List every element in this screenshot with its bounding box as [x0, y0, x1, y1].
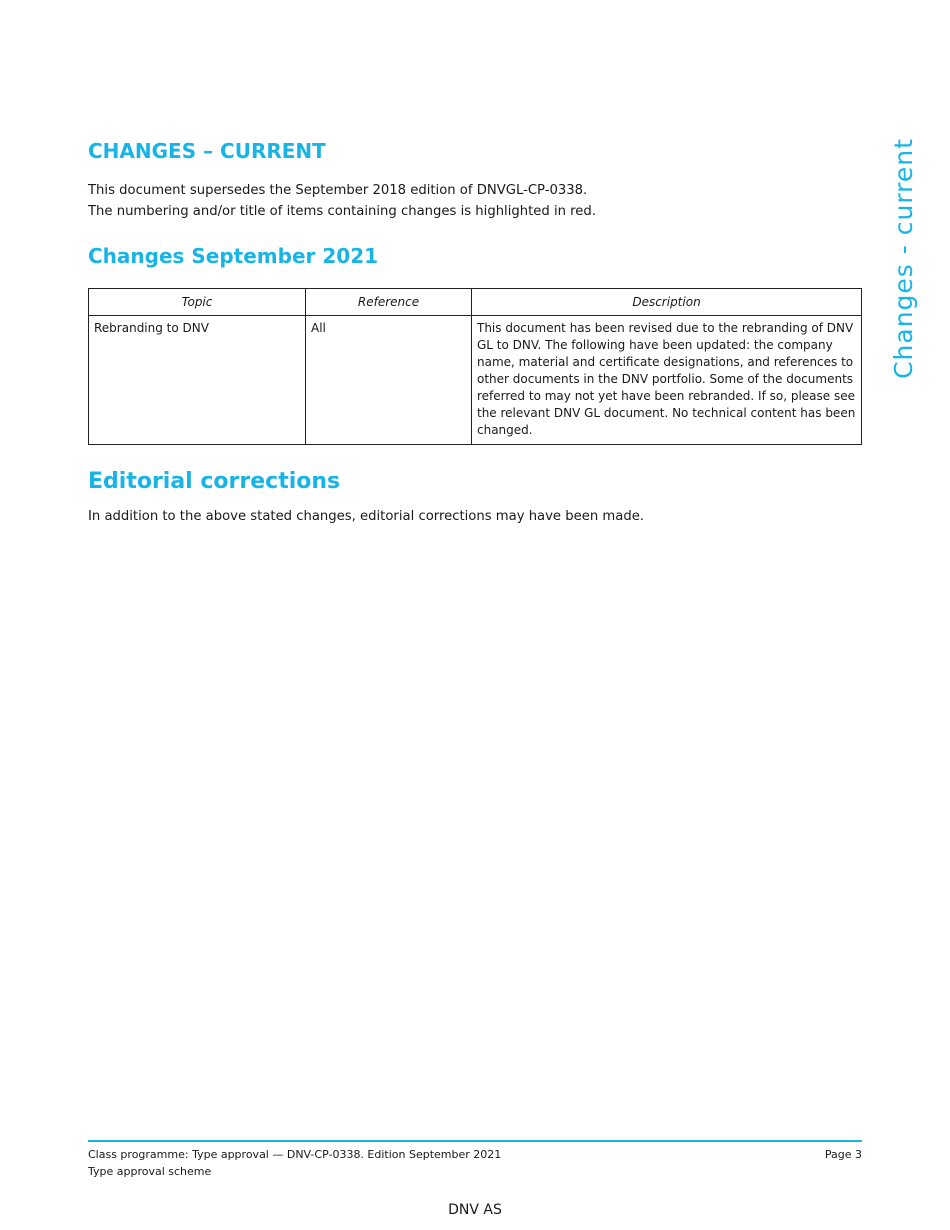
table-row [89, 316, 862, 445]
changes-table [88, 288, 862, 445]
footer-document-info [88, 1146, 501, 1180]
cell-reference: All [306, 316, 472, 445]
page-title: CHANGES – CURRENT [88, 139, 326, 163]
changes-section-title: Changes September 2021 [88, 244, 379, 268]
editorial-section-title: Editorial corrections [88, 469, 341, 494]
editorial-text: In addition to the above stated changes, editorial corrections may have been made. [88, 509, 644, 524]
side-tab-label: Changes - current [888, 137, 918, 379]
cell-topic: Rebranding to DNV [89, 316, 306, 445]
column-header-description: Description [472, 289, 862, 316]
column-header-topic: Topic [89, 289, 306, 316]
column-header-reference: Reference [306, 289, 472, 316]
intro-text [88, 180, 596, 222]
side-tab [883, 137, 923, 379]
page-number: Page 3 [824, 1148, 862, 1161]
cell-description: This document has been revised due to the rebranding of DNV GL to DNV. The following have been updated: the company name, material and certificate designations, and references to other documents in the DNV portfolio. Some of the documents referred to may not yet have been rebranded. If so, please see the relevant DNV GL document. No technical content has been changed. [472, 316, 862, 445]
footer-company: DNV AS [448, 1202, 502, 1218]
footer-line-scheme: Type approval scheme [88, 1165, 212, 1178]
table-header-row [89, 289, 862, 316]
intro-line-highlight-note: The numbering and/or title of items containing changes is highlighted in red. [88, 204, 596, 219]
footer-line-programme: Class programme: Type approval — DNV-CP-0338. Edition September 2021 [88, 1148, 502, 1161]
footer-divider [88, 1140, 862, 1142]
intro-line-supersedes: This document supersedes the September 2018 edition of DNVGL-CP-0338. [88, 183, 588, 198]
